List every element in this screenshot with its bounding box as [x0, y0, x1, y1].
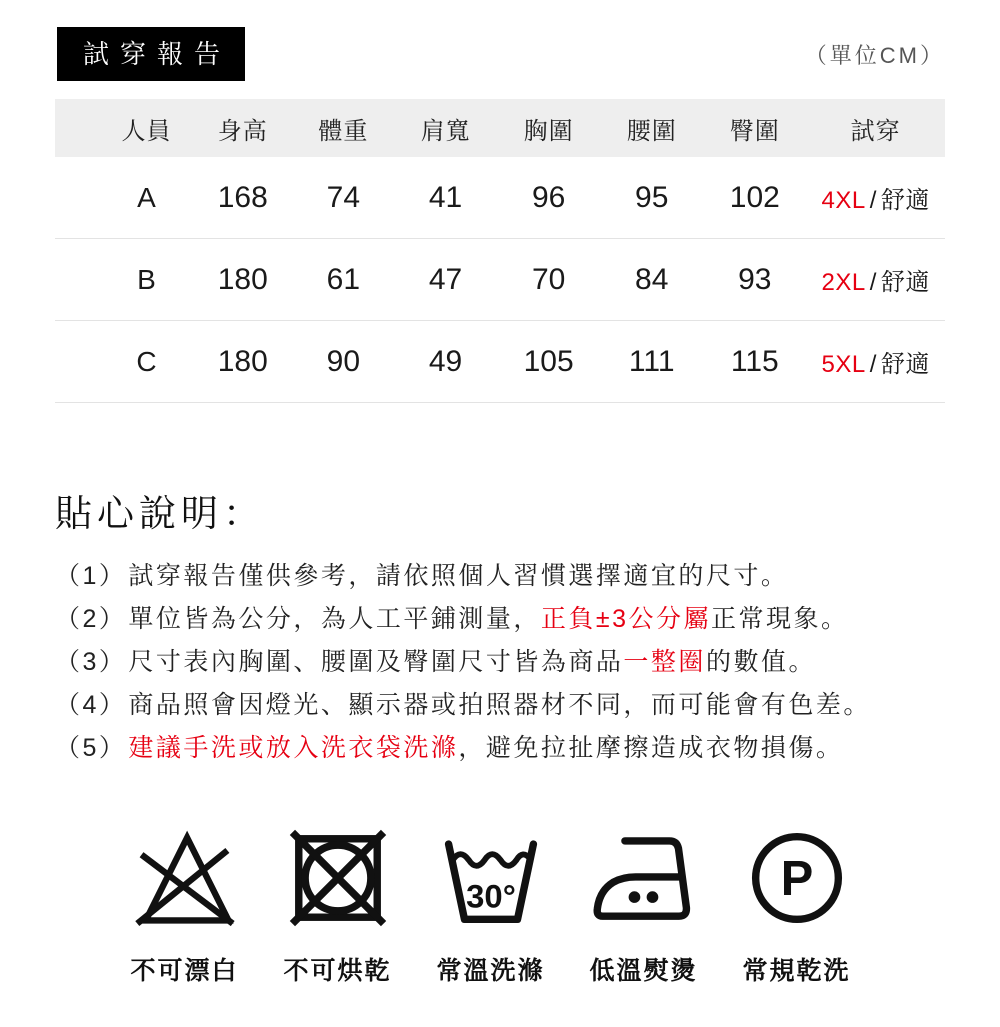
note-item [55, 606, 960, 632]
care-label: 低溫熨燙 [589, 957, 698, 985]
dry-clean-letter: P [780, 851, 813, 906]
person-cell: B [137, 263, 156, 295]
care-item-dry-clean [720, 825, 873, 987]
note-text: 單位皆為公分，為人工平鋪測量， [128, 605, 541, 633]
header-cell-chest: 胸圍 [523, 117, 574, 145]
tryon-cell [806, 180, 945, 215]
value-cell: 84 [635, 262, 669, 296]
header-cell-person: 人員 [121, 117, 172, 145]
slash-separator: / [869, 269, 877, 296]
note-number: （1） [55, 562, 127, 590]
note-item [55, 735, 960, 761]
note-number: （2） [55, 605, 127, 633]
fit-table [55, 99, 945, 403]
comfort-label: 舒適 [880, 187, 930, 214]
value-cell: 47 [428, 262, 463, 296]
header-cell-hip: 臀圍 [729, 117, 780, 145]
fit-report-page [0, 27, 1000, 1027]
value-cell: 105 [523, 344, 574, 378]
note-text: 試穿報告僅供參考，請依照個人習慣選擇適宜的尺寸。 [128, 562, 789, 590]
no-tumble-dry-icon [285, 825, 391, 931]
note-number: （5） [55, 734, 127, 762]
value-cell: 115 [730, 344, 779, 378]
report-title-box [57, 27, 245, 81]
size-label: 2XL [821, 269, 866, 296]
care-item-wash-30 [414, 825, 567, 987]
note-item [55, 649, 960, 675]
note-text: 尺寸表內胸圍、腰圍及臀圍尺寸皆為商品 [128, 648, 624, 676]
care-item-no-tumble-dry [261, 825, 414, 987]
header-cell-shoulder: 肩寬 [420, 117, 471, 145]
value-cell: 74 [326, 180, 361, 214]
value-cell: 111 [628, 344, 675, 378]
value-cell: 61 [326, 262, 361, 296]
comfort-label: 舒適 [880, 269, 930, 296]
size-label: 4XL [821, 187, 866, 214]
note-text: 正常現象。 [711, 605, 849, 633]
note-item [55, 692, 960, 718]
notes-section [55, 483, 960, 761]
note-number: （3） [55, 648, 127, 676]
header-cell-waist: 腰圍 [626, 117, 677, 145]
person-cell: A [137, 181, 156, 213]
care-label: 不可烘乾 [283, 957, 392, 985]
size-label: 5XL [821, 351, 866, 378]
person-cell: C [136, 345, 157, 377]
comfort-label: 舒適 [880, 351, 930, 378]
wash-30-icon [438, 825, 544, 931]
value-cell: 168 [217, 180, 268, 214]
value-cell: 180 [217, 344, 268, 378]
note-text-highlight: 建議手洗或放入洗衣袋洗滌 [128, 734, 459, 762]
value-cell: 180 [217, 262, 268, 296]
value-cell: 49 [428, 344, 463, 378]
note-number: （4） [55, 691, 127, 719]
value-cell: 96 [531, 180, 566, 214]
header-cell-weight: 體重 [318, 117, 369, 145]
top-bar [57, 27, 945, 81]
note-text-highlight: 一整圈 [623, 648, 706, 676]
report-title: 試穿報告 [83, 39, 232, 69]
tryon-cell [806, 262, 945, 297]
table-row [55, 157, 945, 239]
table-row [55, 321, 945, 403]
care-label: 不可漂白 [130, 957, 239, 985]
table-row [55, 239, 945, 321]
value-cell: 41 [428, 180, 463, 214]
note-item [55, 563, 960, 589]
unit-label: （單位CM） [804, 42, 945, 68]
note-text-highlight: 正負±3公分屬 [540, 605, 712, 633]
no-bleach-icon [132, 825, 238, 931]
care-icons-row [0, 825, 1000, 987]
value-cell: 70 [531, 262, 566, 296]
header-cell-height: 身高 [217, 117, 268, 145]
note-text: ，避免拉扯摩擦造成衣物損傷。 [458, 734, 844, 762]
header-cell-tryon: 試穿 [850, 117, 901, 145]
value-cell: 95 [635, 180, 669, 214]
table-header-row [55, 99, 945, 157]
value-cell: 93 [738, 262, 772, 296]
care-item-iron-low [567, 825, 720, 987]
care-label: 常溫洗滌 [436, 957, 545, 985]
care-label: 常規乾洗 [742, 957, 851, 985]
note-text: 商品照會因燈光、顯示器或拍照器材不同，而可能會有色差。 [128, 691, 871, 719]
notes-title: 貼心說明： [55, 493, 265, 534]
value-cell: 102 [729, 180, 780, 214]
slash-separator: / [869, 187, 877, 214]
note-text: 的數值。 [705, 648, 816, 676]
care-item-no-bleach [108, 825, 261, 987]
iron-low-icon [591, 825, 697, 931]
wash-temp-label: 30° [465, 877, 516, 915]
tryon-cell [806, 344, 945, 379]
slash-separator: / [869, 351, 877, 378]
value-cell: 90 [326, 344, 361, 378]
dry-clean-icon [744, 825, 850, 931]
